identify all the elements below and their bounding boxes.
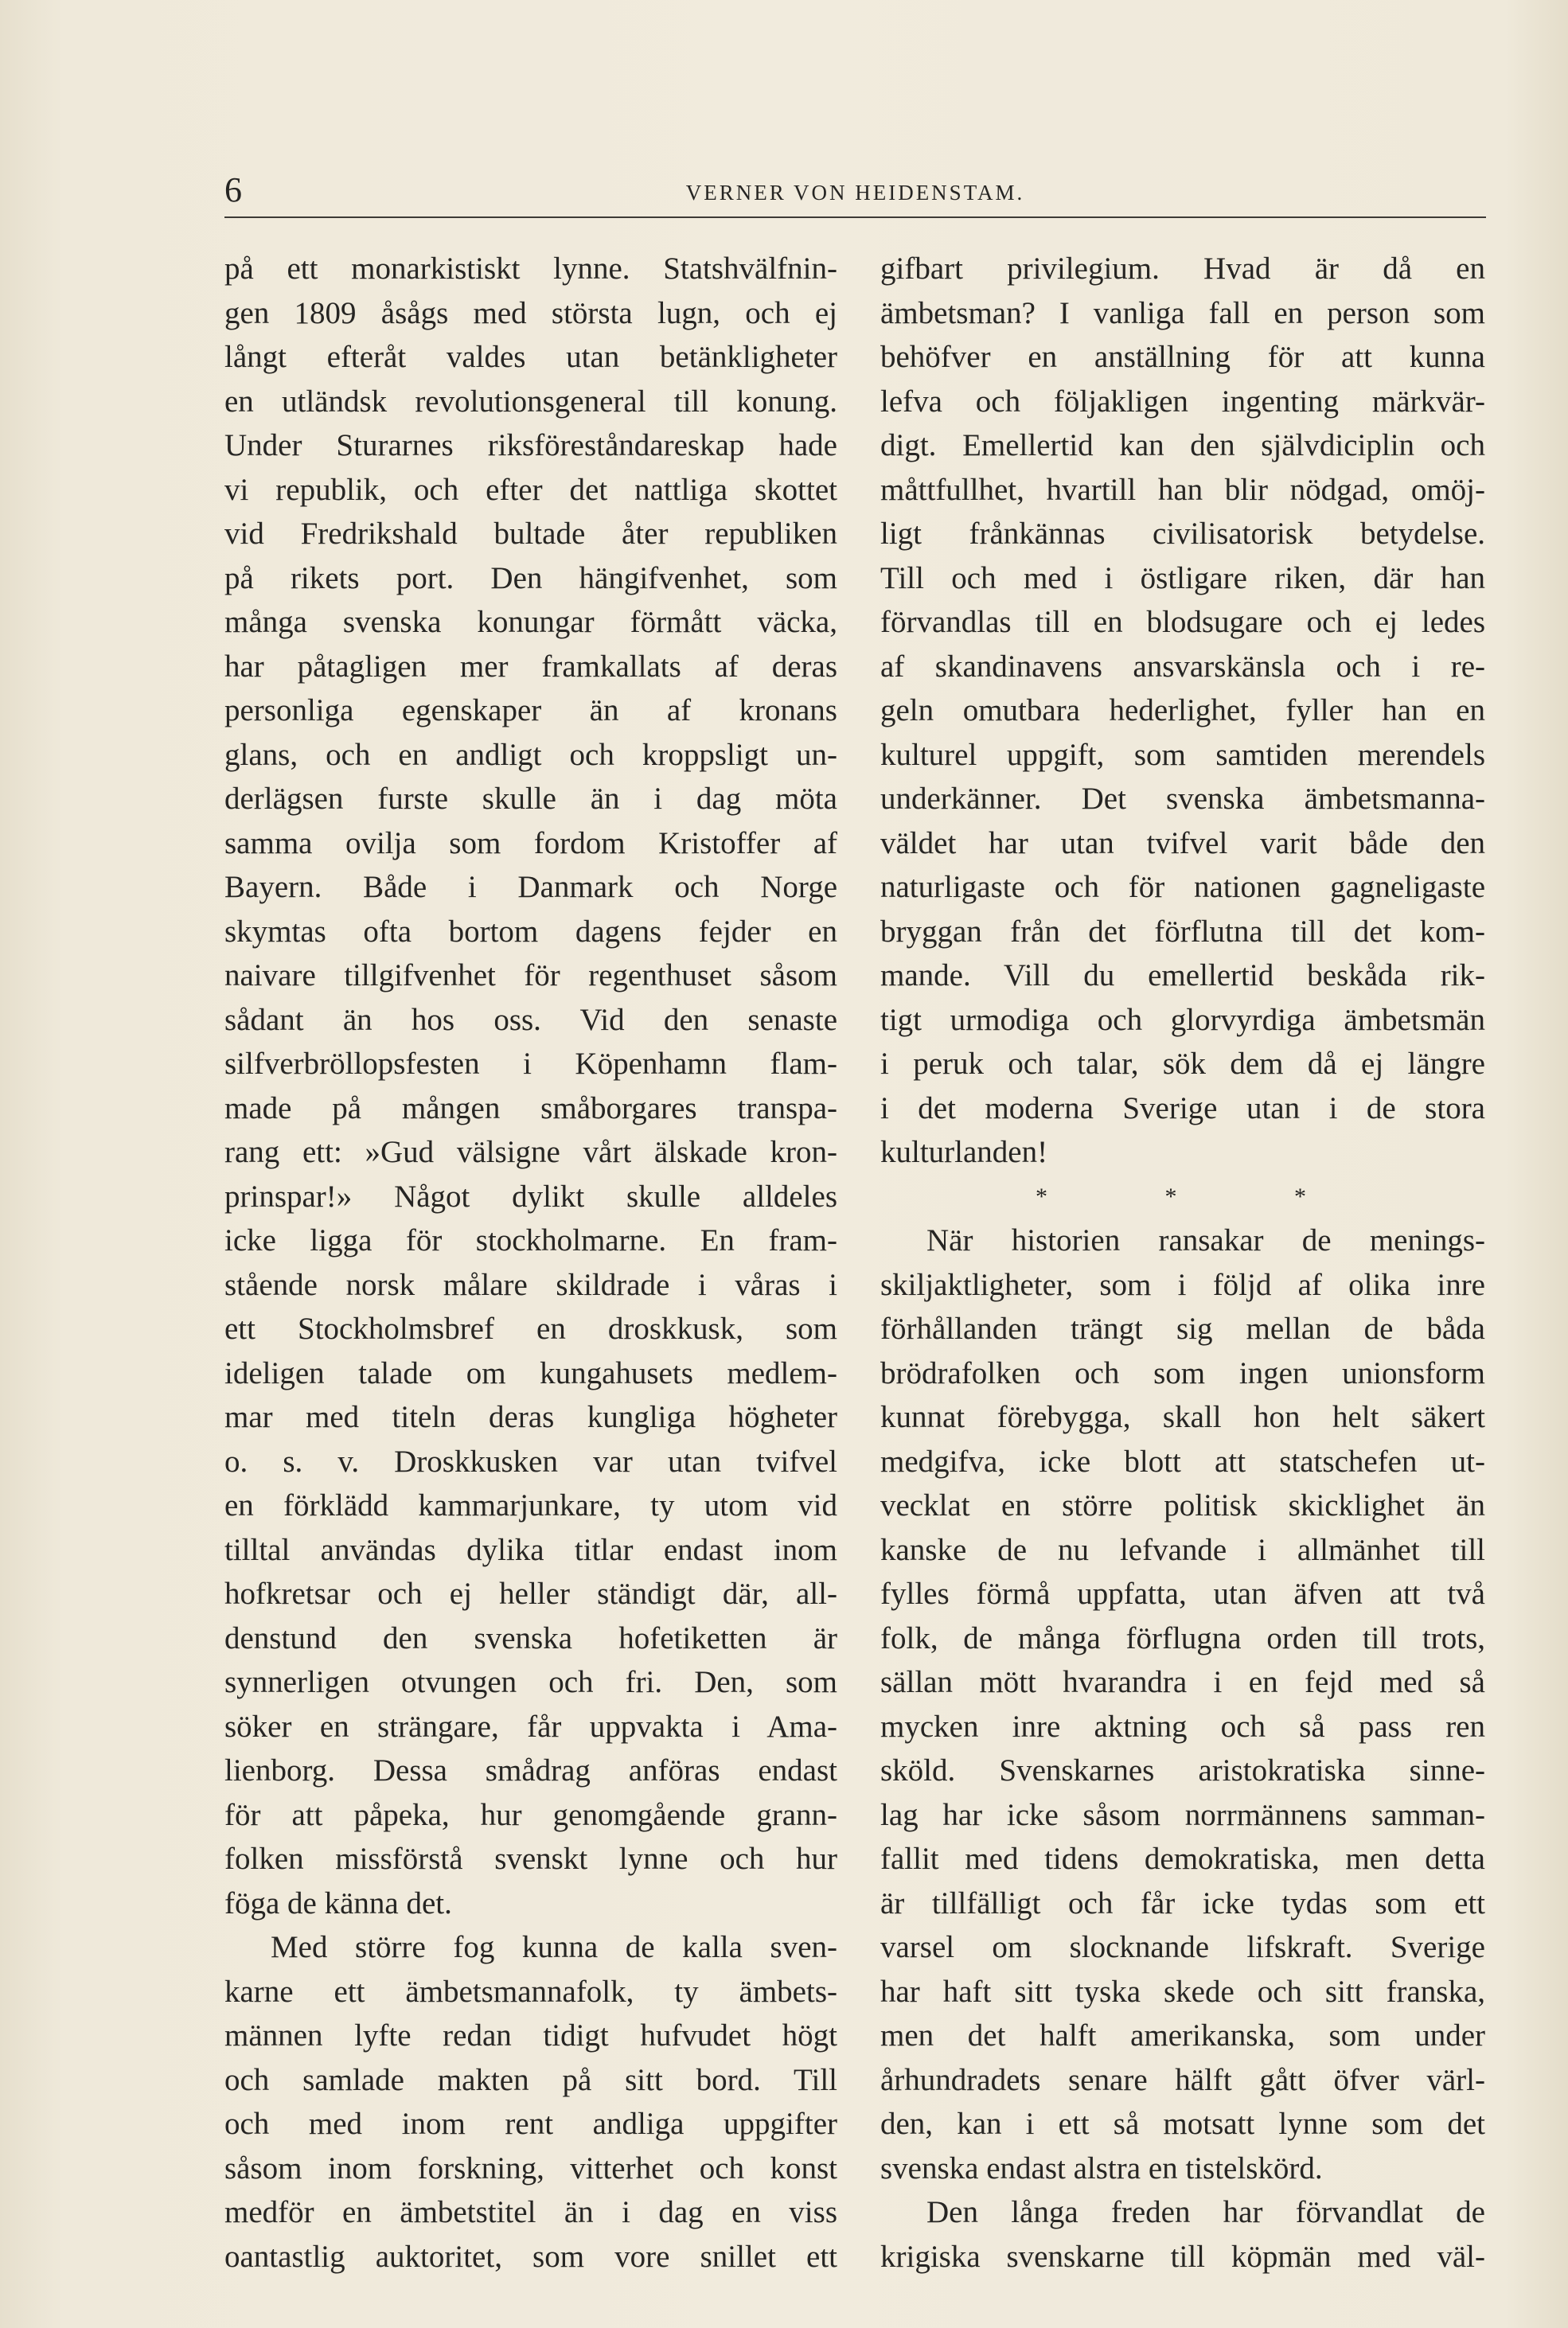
text-line: förvandlas till en blodsugare och ej ledes (880, 605, 1485, 639)
right-column (880, 247, 1485, 2279)
text-line: krigiska svenskarne till köpmän med väl- (880, 2239, 1485, 2274)
text-line: ideligen talade om kungahusets medlem- (224, 1355, 837, 1390)
text-line: vid Fredrikshald bultade åter republiken (224, 517, 837, 551)
text-line: o. s. v. Droskkusken var utan tvifvel (224, 1444, 837, 1479)
text-line: prinspar!» Något dylikt skulle alldeles (224, 1179, 837, 1214)
text-line: för att påpeka, hur genomgående grann- (224, 1797, 837, 1832)
text-line: har haft sitt tyska skede och sitt franska, (880, 1974, 1485, 2009)
text-line: ämbetsman? I vanliga fall en person som (880, 295, 1485, 330)
text-line: behöfver en anställning för att kunna (880, 340, 1485, 374)
text-line: underkänner. Det svenska ämbetsmanna- (880, 782, 1485, 816)
text-line: en förklädd kammarjunkare, ty utom vid (224, 1488, 837, 1523)
text-line: har påtagligen mer framkallats af deras (224, 649, 837, 684)
text-line: geln omutbara hederlighet, fyller han en (880, 693, 1485, 727)
text-line: måttfullhet, hvartill han blir nödgad, omöj- (880, 472, 1485, 507)
text-line: När historien ransakar de menings- (926, 1223, 1485, 1258)
text-line: vecklat en större politisk skicklighet än (880, 1488, 1485, 1523)
text-line: på rikets port. Den hängifvenhet, som (224, 560, 837, 595)
text-line: oantastlig auktoritet, som vore snillet ett (224, 2239, 837, 2274)
text-line: fallit med tidens demokratiska, men detta (880, 1842, 1485, 1876)
text-line: i det moderna Sverige utan i de stora (880, 1090, 1485, 1125)
page-header (224, 170, 1486, 218)
running-head: VERNER VON HEIDENSTAM. (685, 181, 1025, 205)
text-line: lag har icke såsom norrmännens samman- (880, 1797, 1485, 1832)
section-separator: * * * (1036, 1183, 1362, 1210)
text-line: tigt urmodiga och glorvyrdiga ämbetsmän (880, 1002, 1485, 1037)
page-number: 6 (224, 170, 242, 209)
text-line: ligt frånkännas civilisatorisk betydelse. (880, 517, 1485, 551)
text-line: vi republik, och efter det nattliga skottet (224, 472, 837, 507)
text-line: gen 1809 åsågs med största lugn, och ej (224, 295, 837, 330)
text-line: många svenska konungar förmått väcka, (224, 605, 837, 639)
text-line: Under Sturarnes riksföreståndareskap hade (224, 428, 837, 462)
text-line: århundradets senare hälft gått öfver värl- (880, 2062, 1485, 2097)
text-line: kulturel uppgift, som samtiden merendels (880, 737, 1485, 772)
right-column-part-a (880, 247, 1485, 1175)
text-line: digt. Emellertid kan den självdiciplin och (880, 428, 1485, 462)
text-line: förhållanden trängt sig mellan de båda (880, 1312, 1485, 1346)
text-line: denstund den svenska hofetiketten är (224, 1620, 837, 1655)
text-line: och samlade makten på sitt bord. Till (224, 2062, 837, 2097)
text-line: folken missförstå svenskt lynne och hur (224, 1842, 837, 1876)
text-line: stående norsk målare skildrade i våras i (224, 1267, 837, 1302)
text-line: mycken inre aktning och så pass ren (880, 1709, 1485, 1744)
text-line: medgifva, icke blott att statschefen ut- (880, 1444, 1485, 1479)
text-line: i peruk och talar, sök dem då ej längre (880, 1047, 1485, 1081)
text-line: silfverbröllopsfesten i Köpenhamn flam- (224, 1047, 837, 1081)
text-line: Med större fog kunna de kalla sven- (271, 1930, 837, 1964)
text-line: svenska endast alstra en tistelskörd. (880, 2151, 1323, 2186)
text-line: sköld. Svenskarnes aristokratiska sinne- (880, 1753, 1485, 1788)
text-line: derlägsen furste skulle än i dag möta (224, 782, 837, 816)
text-line: Den långa freden har förvandlat de (926, 2195, 1485, 2229)
right-column-part-b (880, 1219, 1485, 2279)
text-line: skiljaktligheter, som i följd af olika inre (880, 1267, 1485, 1302)
text-line: karne ett ämbetsmannafolk, ty ämbets- (224, 1974, 837, 2009)
text-line: sådant än hos oss. Vid den senaste (224, 1002, 837, 1037)
text-line: made på mången småborgares transpa- (224, 1090, 837, 1125)
text-line: samma ovilja som fordom Kristoffer af (224, 825, 837, 860)
text-line: mar med titeln deras kungliga högheter (224, 1400, 837, 1434)
text-line: icke ligga för stockholmarne. En fram- (224, 1223, 837, 1258)
text-line: gifbart privilegium. Hvad är då en (880, 252, 1485, 286)
text-line: en utländsk revolutionsgeneral till konung. (224, 384, 837, 419)
text-line: är tillfälligt och får icke tydas som ett (880, 1885, 1485, 1921)
text-line: männen lyfte redan tidigt hufvudet högt (224, 2018, 837, 2053)
text-line: väldet har utan tvifvel varit både den (880, 825, 1485, 860)
text-line: tilltal användas dylika titlar endast inom (224, 1532, 837, 1567)
text-line: glans, och en andligt och kroppsligt un- (224, 737, 837, 772)
text-line: den, kan i ett så motsatt lynne som det (880, 2107, 1485, 2141)
text-line: ett Stockholmsbref en droskkusk, som (224, 1312, 837, 1346)
text-line: föga de känna det. (224, 1885, 452, 1921)
text-line: varsel om slocknande lifskraft. Sverige (880, 1930, 1485, 1964)
text-line: bryggan från det förflutna till det kom- (880, 914, 1485, 949)
text-line: kulturlanden! (880, 1135, 1048, 1169)
text-line: mande. Vill du emellertid beskåda rik- (880, 958, 1485, 992)
text-line: synnerligen otvungen och fri. Den, som (224, 1665, 837, 1699)
text-line: Bayern. Både i Danmark och Norge (224, 870, 837, 904)
left-column (224, 247, 837, 2279)
text-line: men det halft amerikanska, som under (880, 2018, 1485, 2053)
text-line: skymtas ofta bortom dagens fejder en (224, 914, 837, 949)
text-line: på ett monarkistiskt lynne. Statshvälfnin- (224, 252, 837, 286)
text-line: fylles förmå uppfatta, utan äfven att två (880, 1577, 1485, 1611)
text-line: söker en strängare, får uppvakta i Ama- (224, 1709, 837, 1744)
text-line: hofkretsar och ej heller ständigt där, all- (224, 1577, 837, 1611)
text-line: lienborg. Dessa smådrag anföras endast (224, 1753, 837, 1788)
text-line: Till och med i östligare riken, där han (880, 560, 1485, 595)
text-line: kunnat förebygga, skall hon helt säkert (880, 1400, 1485, 1434)
text-line: kanske de nu lefvande i allmänhet till (880, 1532, 1485, 1567)
text-line: brödrafolken och som ingen unionsform (880, 1355, 1485, 1390)
text-line: långt efteråt valdes utan betänkligheter (224, 340, 837, 374)
header-rule (224, 216, 1486, 218)
text-line: lefva och följakligen ingenting märkvär- (880, 384, 1485, 419)
text-line: af skandinavens ansvarskänsla och i re- (880, 649, 1485, 684)
text-line: rang ett: »Gud välsigne vårt älskade kron- (224, 1135, 837, 1169)
text-line: såsom inom forskning, vitterhet och konst (224, 2151, 837, 2186)
text-line: medför en ämbetstitel än i dag en viss (224, 2195, 837, 2229)
text-line: folk, de många förflugna orden till trots, (880, 1620, 1485, 1655)
text-line: personliga egenskaper än af kronans (224, 693, 837, 727)
text-line: sällan mött hvarandra i en fejd med så (880, 1665, 1485, 1699)
text-line: och med inom rent andliga uppgifter (224, 2107, 837, 2141)
text-line: naivare tillgifvenhet för regenthuset såsom (224, 958, 837, 992)
text-line: naturligaste och för nationen gagneligaste (880, 870, 1485, 904)
